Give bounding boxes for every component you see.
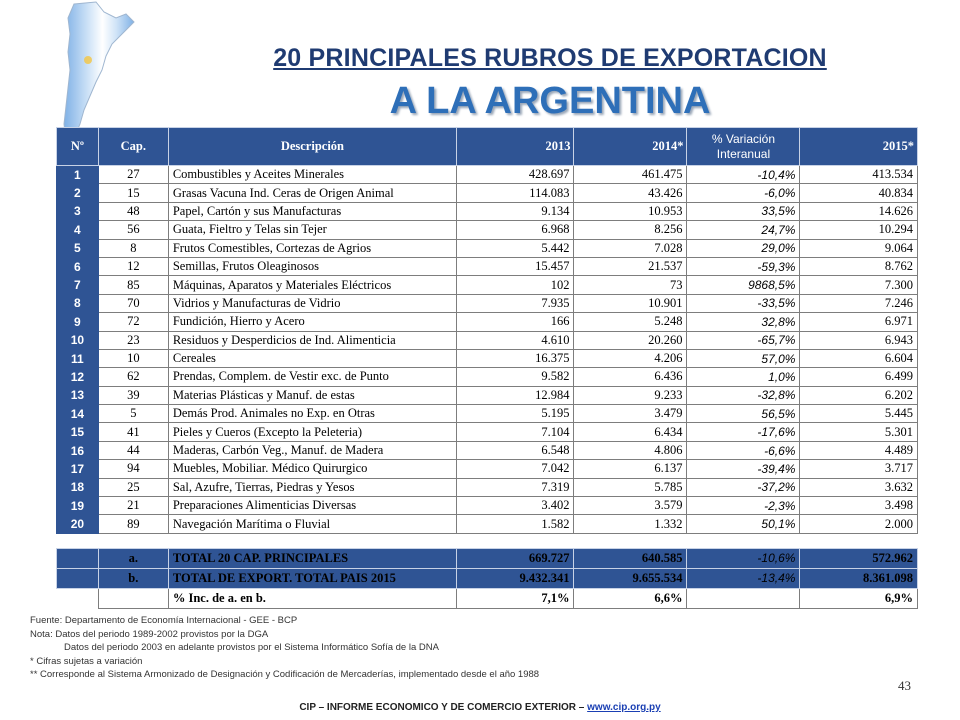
row-number: 5	[57, 239, 99, 257]
header-2014: 2014*	[574, 128, 687, 166]
row-number: 16	[57, 441, 99, 459]
note-source: Fuente: Departamento de Economía Internacional - GEE - BCP	[30, 615, 298, 626]
row-variation: -39,4%	[687, 460, 800, 478]
row-number: 20	[57, 515, 99, 533]
row-2015: 3.632	[800, 478, 918, 496]
header-no: Nº	[57, 128, 99, 166]
header-variation	[687, 128, 800, 166]
row-2013: 7.042	[456, 460, 574, 478]
note-2: Datos del periodo 2003 en adelante provistos por el Sistema Informático Sofía de la DNA	[64, 642, 439, 653]
percent-desc: % Inc. de a. en b.	[168, 588, 456, 608]
page-number: 43	[898, 678, 911, 693]
row-cap: 41	[98, 423, 168, 441]
percent-var	[687, 588, 800, 608]
total-b-no	[57, 568, 99, 588]
row-variation: 32,8%	[687, 313, 800, 331]
row-2015: 5.301	[800, 423, 918, 441]
row-2015: 413.534	[800, 166, 918, 184]
row-2014: 8.256	[574, 221, 687, 239]
row-2013: 166	[456, 313, 574, 331]
table-row	[57, 239, 918, 257]
row-cap: 23	[98, 331, 168, 349]
row-2013: 6.548	[456, 441, 574, 459]
total-a-cap: a.	[98, 548, 168, 568]
row-2014: 7.028	[574, 239, 687, 257]
row-2015: 40.834	[800, 184, 918, 202]
row-2013: 9.582	[456, 368, 574, 386]
row-number: 1	[57, 166, 99, 184]
row-variation: -37,2%	[687, 478, 800, 496]
row-2014: 6.434	[574, 423, 687, 441]
row-2013: 15.457	[456, 257, 574, 275]
table-row	[57, 313, 918, 331]
percent-cap	[98, 588, 168, 608]
row-number: 6	[57, 257, 99, 275]
table-row	[57, 515, 918, 533]
percent-2015: 6,9%	[800, 588, 918, 608]
row-variation: -33,5%	[687, 294, 800, 312]
row-cap: 94	[98, 460, 168, 478]
table-row	[57, 423, 918, 441]
row-2013: 9.134	[456, 202, 574, 220]
total-b-var: -13,4%	[687, 568, 800, 588]
row-cap: 89	[98, 515, 168, 533]
row-2014: 1.332	[574, 515, 687, 533]
row-variation: 1,0%	[687, 368, 800, 386]
percent-2013: 7,1%	[456, 588, 574, 608]
row-2014: 20.260	[574, 331, 687, 349]
total-row-b	[57, 568, 918, 588]
row-description: Muebles, Mobiliar. Médico Quirurgico	[168, 460, 456, 478]
row-2015: 9.064	[800, 239, 918, 257]
note-3: * Cifras sujetas a variación	[30, 655, 143, 667]
row-cap: 56	[98, 221, 168, 239]
row-cap: 62	[98, 368, 168, 386]
table-row	[57, 368, 918, 386]
row-description: Demás Prod. Animales no Exp. en Otras	[168, 405, 456, 423]
row-2013: 5.442	[456, 239, 574, 257]
row-2014: 10.901	[574, 294, 687, 312]
row-description: Vidrios y Manufacturas de Vidrio	[168, 294, 456, 312]
row-2015: 8.762	[800, 257, 918, 275]
row-2015: 6.202	[800, 386, 918, 404]
row-number: 19	[57, 497, 99, 515]
row-2014: 3.479	[574, 405, 687, 423]
row-2014: 5.248	[574, 313, 687, 331]
total-a-2014: 640.585	[574, 548, 687, 568]
table-row	[57, 386, 918, 404]
row-variation: 56,5%	[687, 405, 800, 423]
row-variation: -2,3%	[687, 497, 800, 515]
table-gap-row	[57, 533, 918, 548]
total-b-2013: 9.432.341	[456, 568, 574, 588]
row-cap: 15	[98, 184, 168, 202]
row-variation: 24,7%	[687, 221, 800, 239]
row-description: Máquinas, Aparatos y Materiales Eléctricos	[168, 276, 456, 294]
note-4: ** Corresponde al Sistema Armonizado de Designación y Codificación de Mercaderías, implementado desde el año 1988	[30, 669, 540, 680]
page-title: 20 PRINCIPALES RUBROS DE EXPORTACION	[273, 44, 827, 72]
table-row	[57, 184, 918, 202]
row-2014: 73	[574, 276, 687, 294]
row-2015: 3.717	[800, 460, 918, 478]
header-variation-line1: % Variación	[711, 131, 776, 146]
row-number: 13	[57, 386, 99, 404]
row-cap: 85	[98, 276, 168, 294]
row-2014: 5.785	[574, 478, 687, 496]
row-2015: 10.294	[800, 221, 918, 239]
row-2013: 7.935	[456, 294, 574, 312]
header-desc: Descripción	[168, 128, 456, 166]
row-variation: -6,6%	[687, 441, 800, 459]
table-row	[57, 257, 918, 275]
row-description: Frutos Comestibles, Cortezas de Agrios	[168, 239, 456, 257]
header-2015: 2015*	[800, 128, 918, 166]
row-number: 14	[57, 405, 99, 423]
table-row	[57, 497, 918, 515]
table-row	[57, 276, 918, 294]
table-row	[57, 478, 918, 496]
row-2014: 10.953	[574, 202, 687, 220]
row-2014: 6.137	[574, 460, 687, 478]
footer-link[interactable]: www.cip.org.py	[587, 702, 661, 713]
row-variation: 29,0%	[687, 239, 800, 257]
row-variation: -59,3%	[687, 257, 800, 275]
row-description: Cereales	[168, 349, 456, 367]
total-b-2015: 8.361.098	[800, 568, 918, 588]
percent-2014: 6,6%	[574, 588, 687, 608]
row-description: Materias Plásticas y Manuf. de estas	[168, 386, 456, 404]
table-row	[57, 405, 918, 423]
row-number: 15	[57, 423, 99, 441]
row-description: Semillas, Frutos Oleaginosos	[168, 257, 456, 275]
row-2013: 6.968	[456, 221, 574, 239]
row-2014: 21.537	[574, 257, 687, 275]
table-row	[57, 221, 918, 239]
row-cap: 8	[98, 239, 168, 257]
note-1: Nota: Datos del periodo 1989-2002 provistos por la DGA	[30, 628, 269, 640]
row-cap: 48	[98, 202, 168, 220]
total-b-2014: 9.655.534	[574, 568, 687, 588]
row-number: 7	[57, 276, 99, 294]
row-2013: 114.083	[456, 184, 574, 202]
row-variation: 50,1%	[687, 515, 800, 533]
row-2014: 4.206	[574, 349, 687, 367]
total-b-desc: TOTAL DE EXPORT. TOTAL PAIS 2015	[168, 568, 456, 588]
table-row	[57, 166, 918, 184]
row-number: 3	[57, 202, 99, 220]
row-cap: 70	[98, 294, 168, 312]
row-2015: 14.626	[800, 202, 918, 220]
row-variation: 33,5%	[687, 202, 800, 220]
row-cap: 25	[98, 478, 168, 496]
table-header-row	[57, 128, 918, 166]
row-variation: 57,0%	[687, 349, 800, 367]
total-b-cap: b.	[98, 568, 168, 588]
row-cap: 27	[98, 166, 168, 184]
table-row	[57, 294, 918, 312]
table-row	[57, 460, 918, 478]
row-cap: 39	[98, 386, 168, 404]
row-2015: 6.943	[800, 331, 918, 349]
row-cap: 12	[98, 257, 168, 275]
row-2015: 4.489	[800, 441, 918, 459]
total-a-2015: 572.962	[800, 548, 918, 568]
row-2013: 12.984	[456, 386, 574, 404]
row-2013: 1.582	[456, 515, 574, 533]
row-2013: 3.402	[456, 497, 574, 515]
row-2014: 3.579	[574, 497, 687, 515]
row-cap: 5	[98, 405, 168, 423]
row-description: Pieles y Cueros (Excepto la Peleteria)	[168, 423, 456, 441]
row-description: Residuos y Desperdicios de Ind. Alimenticia	[168, 331, 456, 349]
row-2015: 5.445	[800, 405, 918, 423]
export-table	[56, 127, 918, 609]
row-variation: -65,7%	[687, 331, 800, 349]
percent-row	[57, 588, 918, 608]
row-variation: 9868,5%	[687, 276, 800, 294]
notes	[30, 614, 539, 682]
table-row	[57, 331, 918, 349]
row-2013: 5.195	[456, 405, 574, 423]
row-description: Sal, Azufre, Tierras, Piedras y Yesos	[168, 478, 456, 496]
row-2014: 4.806	[574, 441, 687, 459]
row-variation: -17,6%	[687, 423, 800, 441]
row-2015: 2.000	[800, 515, 918, 533]
table-row	[57, 202, 918, 220]
row-2013: 7.319	[456, 478, 574, 496]
total-a-2013: 669.727	[456, 548, 574, 568]
row-description: Grasas Vacuna Ind. Ceras de Origen Animal	[168, 184, 456, 202]
percent-no	[57, 588, 99, 608]
row-description: Maderas, Carbón Veg., Manuf. de Madera	[168, 441, 456, 459]
row-cap: 72	[98, 313, 168, 331]
row-cap: 21	[98, 497, 168, 515]
row-2014: 6.436	[574, 368, 687, 386]
row-number: 4	[57, 221, 99, 239]
row-2015: 7.300	[800, 276, 918, 294]
row-2013: 4.610	[456, 331, 574, 349]
footer	[0, 702, 960, 713]
row-description: Preparaciones Alimenticias Diversas	[168, 497, 456, 515]
total-a-no	[57, 548, 99, 568]
row-description: Papel, Cartón y sus Manufacturas	[168, 202, 456, 220]
row-description: Guata, Fieltro y Telas sin Tejer	[168, 221, 456, 239]
total-a-var: -10,6%	[687, 548, 800, 568]
row-number: 11	[57, 349, 99, 367]
row-description: Navegación Marítima o Fluvial	[168, 515, 456, 533]
row-number: 18	[57, 478, 99, 496]
header-cap: Cap.	[98, 128, 168, 166]
table-row	[57, 441, 918, 459]
row-2015: 6.499	[800, 368, 918, 386]
row-2013: 428.697	[456, 166, 574, 184]
row-variation: -32,8%	[687, 386, 800, 404]
row-number: 10	[57, 331, 99, 349]
total-a-desc: TOTAL 20 CAP. PRINCIPALES	[168, 548, 456, 568]
row-description: Combustibles y Aceites Minerales	[168, 166, 456, 184]
row-2014: 461.475	[574, 166, 687, 184]
row-2015: 6.604	[800, 349, 918, 367]
row-2013: 16.375	[456, 349, 574, 367]
row-2013: 102	[456, 276, 574, 294]
row-variation: -6,0%	[687, 184, 800, 202]
row-description: Fundición, Hierro y Acero	[168, 313, 456, 331]
row-2014: 43.426	[574, 184, 687, 202]
row-number: 2	[57, 184, 99, 202]
row-2015: 3.498	[800, 497, 918, 515]
header-variation-line2: Interanual	[716, 146, 771, 161]
total-row-a	[57, 548, 918, 568]
header-2013: 2013	[456, 128, 574, 166]
row-description: Prendas, Complem. de Vestir exc. de Punto	[168, 368, 456, 386]
row-number: 9	[57, 313, 99, 331]
row-number: 12	[57, 368, 99, 386]
footer-text: CIP – INFORME ECONOMICO Y DE COMERCIO EXTERIOR –	[299, 702, 588, 713]
row-2014: 9.233	[574, 386, 687, 404]
row-2013: 7.104	[456, 423, 574, 441]
row-2015: 6.971	[800, 313, 918, 331]
row-2015: 7.246	[800, 294, 918, 312]
row-variation: -10,4%	[687, 166, 800, 184]
row-number: 17	[57, 460, 99, 478]
table-row	[57, 349, 918, 367]
page-subtitle: A LA ARGENTINA	[389, 80, 711, 122]
row-number: 8	[57, 294, 99, 312]
row-cap: 44	[98, 441, 168, 459]
row-cap: 10	[98, 349, 168, 367]
